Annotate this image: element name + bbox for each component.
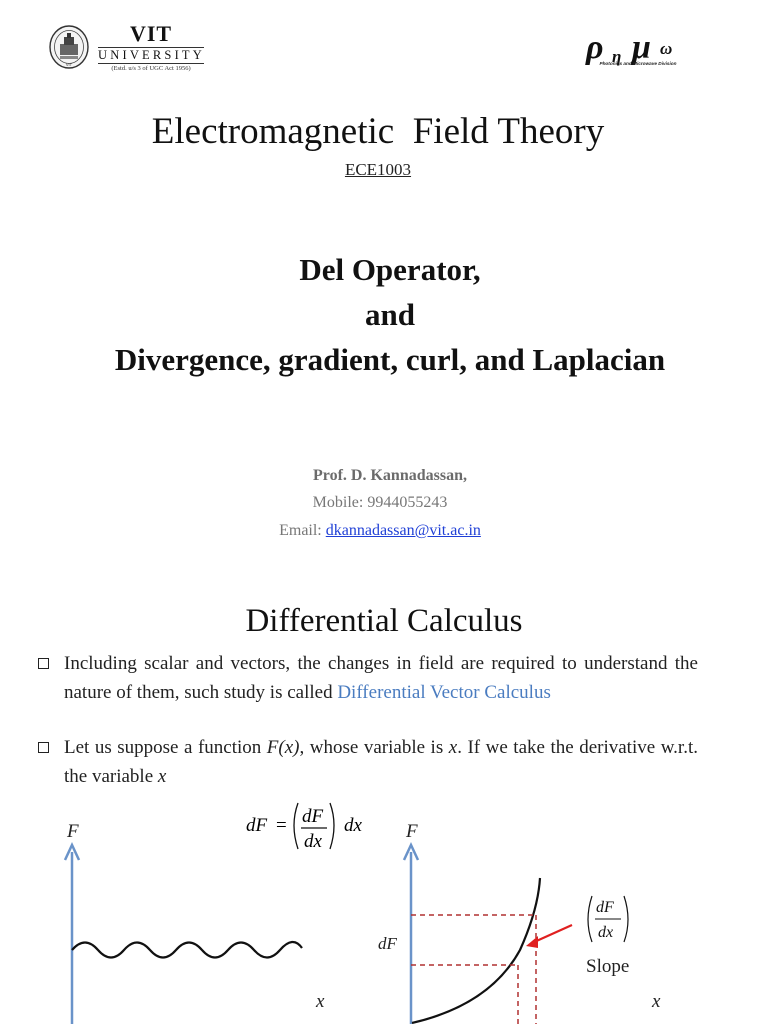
university-wordmark xyxy=(96,22,206,73)
right-curve xyxy=(412,878,540,1023)
equation-equals: = xyxy=(276,815,287,836)
course-code: ECE1003 xyxy=(344,160,412,179)
author-name: Prof. D. Kannadassan, xyxy=(313,467,467,484)
slope-label: Slope xyxy=(586,956,630,977)
checkbox-bullet-icon xyxy=(38,658,49,669)
email-link[interactable]: dkannadassan@vit.ac.in xyxy=(325,522,481,539)
bullet-2-function: F(x) xyxy=(266,737,300,758)
course-title: Electromagnetic Field Theory xyxy=(151,111,605,152)
equation-lhs: dF xyxy=(246,815,268,836)
svg-text:η: η xyxy=(612,47,622,66)
left-x-axis-label: x xyxy=(316,991,325,1012)
constant-function-graph xyxy=(40,800,360,1024)
slope-arrow-head-icon xyxy=(526,936,538,948)
topic-title xyxy=(0,247,768,382)
bullet-1-text: Including scalar and vectors, the changes in field are required to understand the nature of them, such study is called xyxy=(64,653,698,703)
svg-text:μ: μ xyxy=(632,29,651,66)
left-curve xyxy=(72,942,302,958)
author-email xyxy=(0,522,760,540)
bullet-1-highlight: Differential Vector Calculus xyxy=(337,681,551,703)
svg-text:ω: ω xyxy=(660,39,673,58)
dF-label: dF xyxy=(378,934,397,953)
left-y-axis-label: F xyxy=(67,821,79,842)
bullet-2-part-3: . If we take the derivative w.r.t. the variable xyxy=(64,737,698,787)
topic-line-2: and xyxy=(365,297,415,332)
svg-text:VIT: VIT xyxy=(65,62,73,67)
bullet-2-variable-2: x xyxy=(157,765,167,787)
slope-numerator: dF xyxy=(596,899,614,916)
equation-numerator: dF xyxy=(302,806,324,827)
equation-denominator: dx xyxy=(304,831,322,852)
right-x-axis-label: x xyxy=(652,991,661,1012)
bullet-item xyxy=(36,650,698,707)
author-mobile: Mobile: 9944055243 xyxy=(312,494,448,511)
slope-denominator: dx xyxy=(598,924,614,941)
checkbox-bullet-icon xyxy=(38,742,49,753)
university-word: UNIVERSITY xyxy=(98,48,205,62)
university-short-name: VIT xyxy=(129,21,173,46)
svg-text:ρ: ρ xyxy=(586,29,604,66)
bullet-2-part-1: Let us suppose a function xyxy=(64,737,267,758)
bullet-text xyxy=(36,734,698,791)
university-tagline: (Estd. u/s 3 of UGC Act 1956) xyxy=(111,65,191,72)
bullet-2-part-2: , whose variable is xyxy=(299,737,449,758)
right-y-axis-label: F xyxy=(406,821,418,842)
topic-line-3: Divergence, gradient, curl, and Laplacian xyxy=(114,342,666,377)
division-name: Photonics and Microwave Division xyxy=(599,61,677,66)
equation-rhs: dx xyxy=(344,815,362,836)
topic-line-1: Del Operator, xyxy=(299,252,481,287)
bullet-item xyxy=(36,734,698,791)
email-label: Email: xyxy=(279,522,326,539)
slide-title: Differential Calculus xyxy=(245,603,523,639)
bullet-text xyxy=(36,650,698,707)
slope-graph xyxy=(370,800,740,1024)
vit-seal-icon xyxy=(48,24,90,70)
bullet-2-variable: x xyxy=(448,737,458,758)
